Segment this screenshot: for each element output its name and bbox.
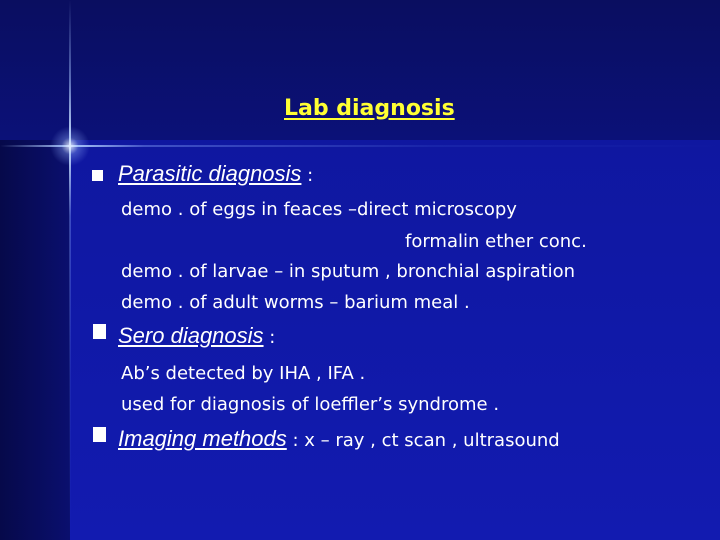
list-item: demo . of adult worms – barium meal .: [121, 292, 470, 313]
sparkle-icon: [50, 126, 90, 166]
slide-title: Lab diagnosis: [284, 96, 455, 121]
section-heading-colon: :: [263, 327, 276, 348]
section-heading-rest: : x – ray , ct scan , ultrasound: [286, 430, 560, 451]
section-heading-text: Imaging methods: [118, 426, 287, 451]
list-item: demo . of larvae – in sputum , bronchial aspiration: [121, 261, 576, 282]
bullet-square-icon: [93, 427, 106, 442]
section-heading-text: Parasitic diagnosis: [118, 161, 302, 186]
bullet-square-icon: [92, 170, 103, 181]
sparkle-vertical-line: [69, 0, 71, 540]
section-heading-parasitic: [118, 161, 313, 187]
section-heading-imaging: [118, 426, 560, 452]
bullet-square-icon: [93, 324, 106, 339]
list-item: Ab’s detected by IHA , IFA .: [121, 363, 366, 384]
sparkle-horizontal-line: [0, 145, 720, 147]
list-item: demo . of eggs in feaces –direct microscopy: [121, 199, 517, 220]
list-item: formalin ether conc.: [405, 231, 587, 252]
section-heading-sero: [118, 323, 275, 349]
list-item: used for diagnosis of loeffler’s syndrome .: [121, 394, 500, 415]
section-heading-text: Sero diagnosis: [118, 323, 264, 348]
section-heading-colon: :: [301, 165, 314, 186]
